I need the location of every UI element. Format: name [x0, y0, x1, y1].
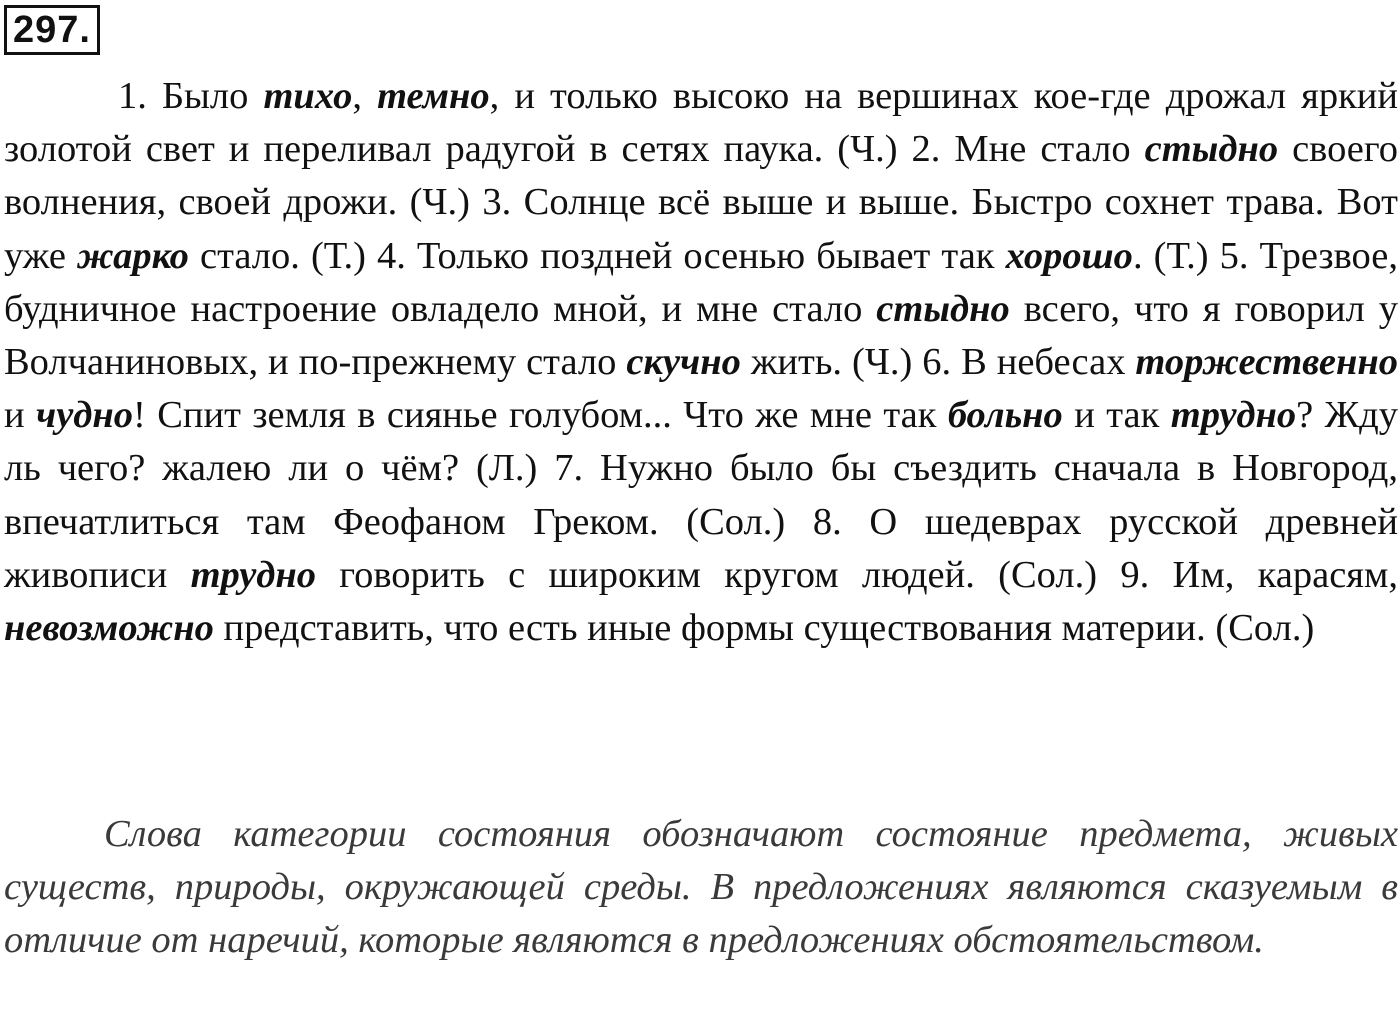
highlighted-word: стыдно	[876, 287, 1010, 330]
text-segment: говорить с широким кругом людей. (Сол.) 9. Им, карасям,	[315, 553, 1398, 596]
highlighted-word: хорошо	[1005, 234, 1133, 277]
text-segment: и	[4, 394, 37, 437]
text-segment: ! Спит земля в сиянье голубом... Что же мне так	[132, 394, 948, 437]
highlighted-word: тихо	[263, 75, 353, 117]
text-segment: жить. (Ч.) 6. В небесах	[740, 341, 1136, 384]
highlighted-word: трудно	[190, 553, 316, 596]
text-segment: представить, что есть иные формы существования материи. (Сол.)	[213, 607, 1315, 650]
text-segment: ,	[352, 75, 378, 117]
highlighted-word: невозможно	[4, 607, 214, 650]
text-segment: . (Т.) 5. Трезвое, будничное настроение овладело мной, и мне стало	[4, 234, 1398, 330]
highlighted-word: трудно	[1170, 394, 1297, 437]
text-segment: , и только высоко на вершинах кое-где дрожал яркий золотой свет и переливал радугой в сетях паука. (Ч.) 2. Мне стало	[4, 75, 1399, 171]
highlighted-word: больно	[947, 394, 1063, 437]
highlighted-word: торжественно	[1135, 341, 1398, 384]
exercise-number: 297.	[4, 5, 100, 55]
text-segment: своего волнения, своей дрожи. (Ч.) 3. Солнце всё выше и выше. Быстро сохнет трава. Вот уже	[4, 128, 1398, 277]
highlighted-word: стыдно	[1144, 128, 1279, 171]
text-segment: и так	[1062, 394, 1171, 437]
rule-text: Слова категории состояния обозначают состояние предмета, живых существ, природы, окружающей среды. В предложениях являются сказуемым в отличие от наречий, которые являются в предложениях обстоятельством.	[4, 813, 1398, 962]
highlighted-word: жарко	[76, 234, 189, 277]
text-segment: всего, что я говорил у Волчаниновых, и по-прежнему стало	[4, 287, 1398, 384]
highlighted-word: чудно	[36, 394, 133, 437]
highlighted-word: темно	[377, 75, 490, 117]
text-segment: стало. (Т.) 4. Только поздней осенью бывает так	[188, 234, 1006, 277]
text-segment: 1. Было	[118, 75, 264, 117]
text-segment: ? Жду ль чего? жалею ли о чём? (Л.) 7. Нужно было бы съездить сначала в Новгород, впечатлиться там Феофаном Греком. (Сол.) 8. О шедеврах русской древней живописи	[4, 394, 1398, 596]
exercise-text	[4, 70, 1398, 655]
highlighted-word: скучно	[626, 341, 741, 384]
